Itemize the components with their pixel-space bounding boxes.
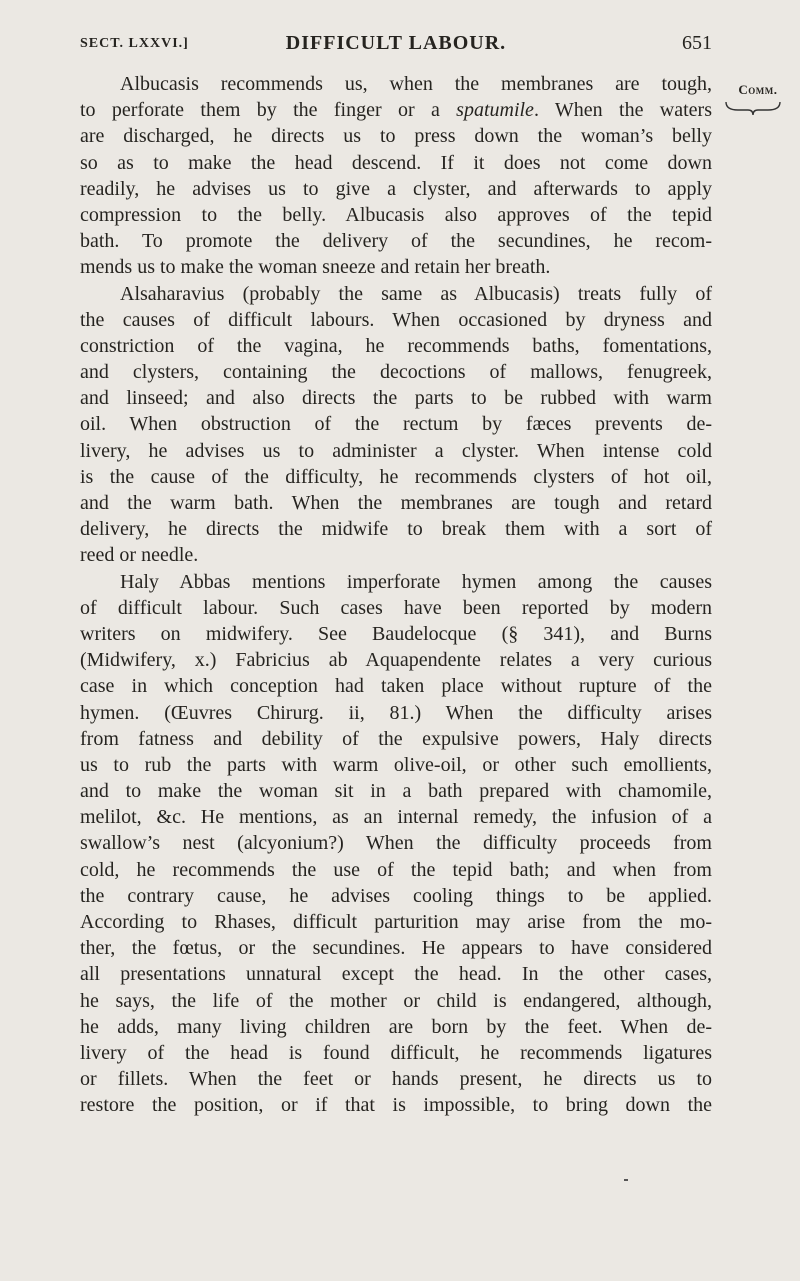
running-header [80, 32, 712, 58]
text-line: melilot, &c. He mentions, as an internal remedy, the infusion of a [80, 806, 712, 829]
body-text [80, 71, 712, 1119]
text-line: Haly Abbas mentions imperforate hymen among the causes [120, 570, 712, 593]
text-line: restore the position, or if that is impossible, to bring down the [80, 1094, 712, 1117]
text-line: so as to make the head descend. If it does not come down [80, 151, 712, 174]
text-line: livery, he advises us to administer a clyster. When intense cold [80, 439, 712, 462]
margin-note: Comm. [738, 82, 778, 97]
text-line: or fillets. When the feet or hands present, he directs us to [80, 1068, 712, 1091]
text-line: Albucasis recommends us, when the membranes are tough, [120, 73, 712, 95]
text-line: constriction of the vagina, he recommends baths, fomentations, [80, 334, 712, 357]
text-line: hymen. (Œuvres Chirurg. ii, 81.) When the difficulty arises [80, 701, 712, 724]
section-label: SECT. LXXVI.] [80, 36, 189, 51]
text-line: delivery, he directs the midwife to break them with a sort of [80, 518, 712, 541]
text-line: According to Rhases, difficult parturition may arise from the mo- [80, 911, 712, 933]
text-line: bath. To promote the delivery of the secundines, he recom- [80, 230, 712, 253]
text-line: readily, he advises us to give a clyster, and afterwards to apply [80, 177, 712, 200]
text-line: the contrary cause, he advises cooling things to be applied. [80, 884, 712, 907]
text-line: swallow’s nest (alcyonium?) When the difficulty proceeds from [80, 832, 712, 855]
text-line: livery of the head is found difficult, he recommends ligatures [80, 1041, 712, 1064]
text-line: compression to the belly. Albucasis also approves of the tepid [80, 203, 712, 226]
text-line: of difficult labour. Such cases have been reported by modern [80, 596, 712, 619]
text-line: (Midwifery, x.) Fabricius ab Aquapendente relates a very curious [80, 649, 712, 672]
text-line: and linseed; and also directs the parts to be rubbed with warm [80, 387, 712, 410]
text-line: case in which conception had taken place without rupture of the [80, 675, 712, 698]
text-line: from fatness and debility of the expulsive powers, Haly directs [80, 727, 712, 750]
text-line: are discharged, he directs us to press down the woman’s belly [80, 125, 712, 148]
text-line: and clysters, containing the decoctions of mallows, fenugreek, [80, 361, 712, 384]
text-line: he says, the life of the mother or child is endangered, although, [80, 989, 712, 1012]
text-line: mends us to make the woman sneeze and retain her breath. [80, 256, 551, 279]
text-line: cold, he recommends the use of the tepid bath; and when from [80, 858, 712, 881]
page-number: 651 [682, 32, 712, 54]
text-line: ther, the fœtus, or the secundines. He appears to have considered [80, 937, 712, 960]
text-line: oil. When obstruction of the rectum by fæces prevents de- [80, 413, 712, 436]
text-line: Alsaharavius (probably the same as Albucasis) treats fully of [120, 282, 712, 305]
page-mark [624, 1179, 628, 1181]
text-line: us to rub the parts with warm olive-oil, or other such emollients, [80, 753, 712, 776]
running-title: DIFFICULT LABOUR. [285, 32, 507, 54]
text-line: to perforate them by the finger or a spatumile. When the waters [80, 99, 712, 122]
text-line: and the warm bath. When the membranes are tough and retard [80, 492, 712, 514]
text-line: writers on midwifery. See Baudelocque (§ 341), and Burns [80, 622, 712, 645]
text-line: is the cause of the difficulty, he recommends clysters of hot oil, [80, 465, 712, 488]
margin-brace [724, 98, 782, 116]
text-line: all presentations unnatural except the head. In the other cases, [80, 963, 712, 986]
text-line: and to make the woman sit in a bath prepared with chamomile, [80, 780, 712, 803]
text-line: the causes of difficult labours. When occasioned by dryness and [80, 308, 712, 331]
text-line: he adds, many living children are born by the feet. When de- [80, 1015, 712, 1038]
text-line: reed or needle. [80, 544, 199, 567]
italic-term: spatumile [456, 99, 534, 122]
